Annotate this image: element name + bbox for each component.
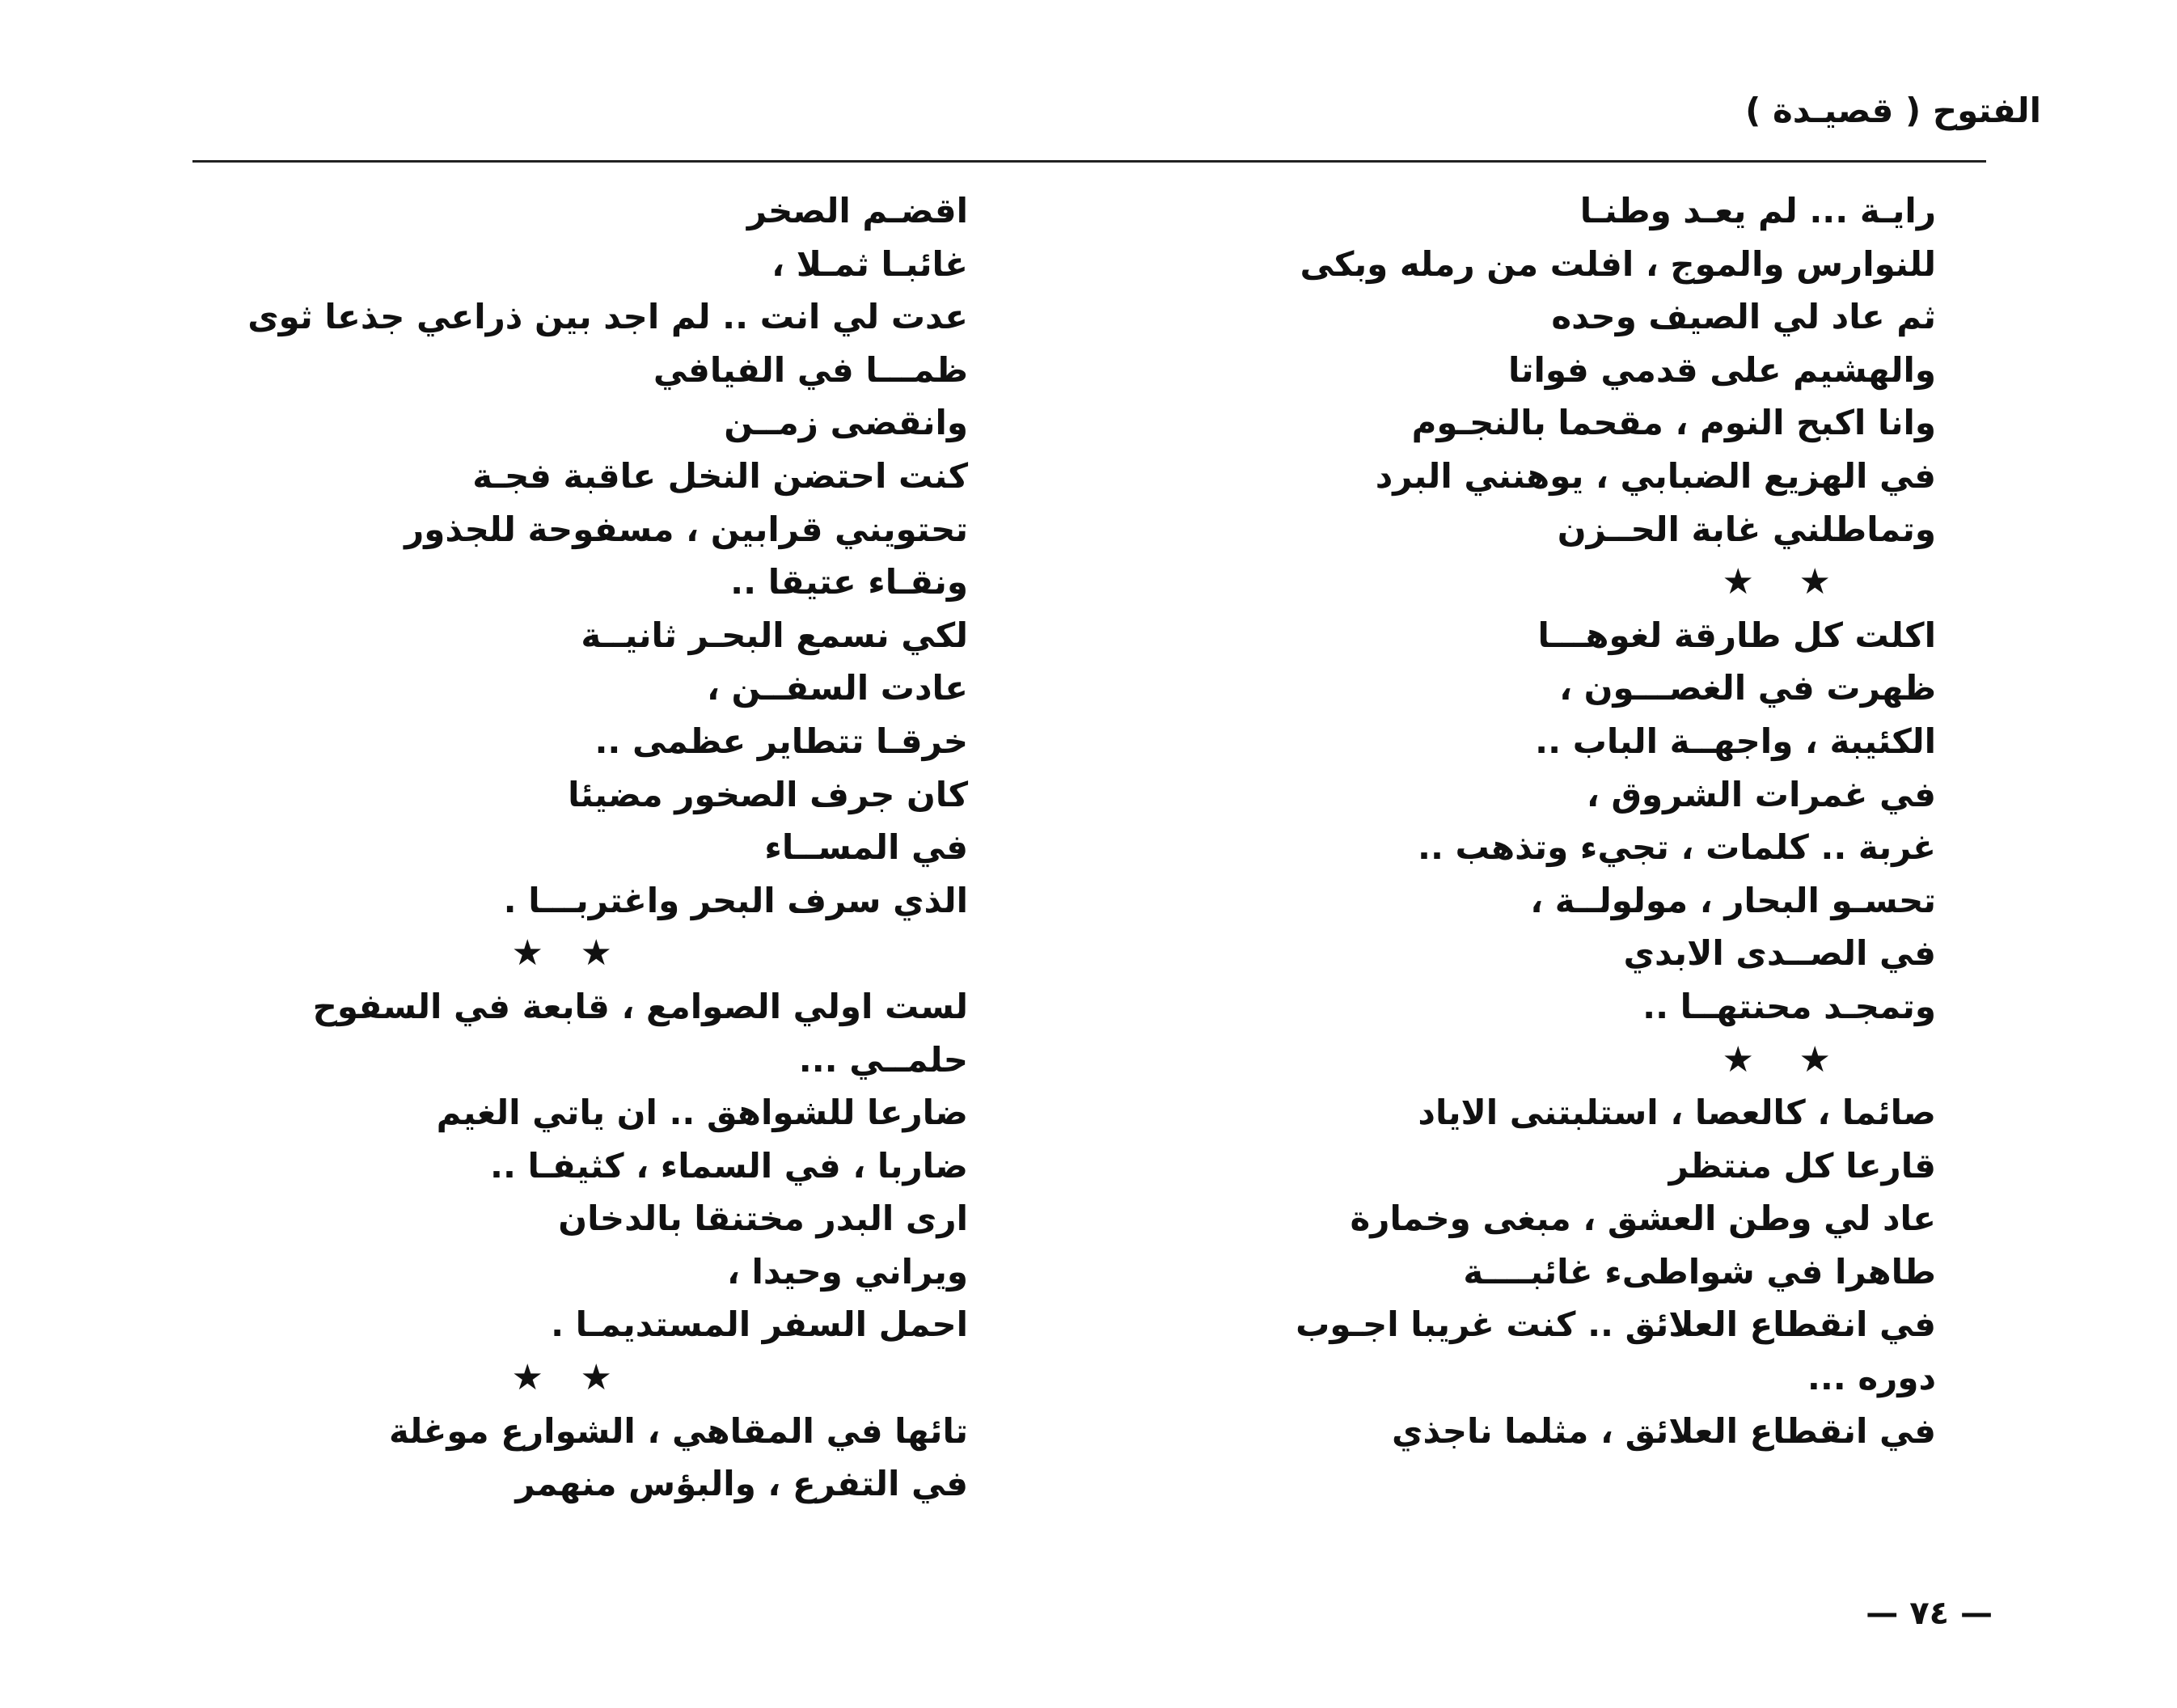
stanza-separator: [1046, 1034, 1936, 1087]
verse-line: تائها في المقاهي ، الشوارع موغلة: [389, 1410, 968, 1451]
verse-line: للنوارس والموج ، افلت من رمله وبكى: [1300, 243, 1936, 284]
star-icon: ★: [511, 1357, 543, 1399]
verse-line: وتمجـد محنتهــا ..: [1642, 986, 1936, 1026]
verse-line: وتماطلني غابة الحــزن: [1557, 509, 1936, 549]
verse-line: قارعا كل منتظر: [1668, 1145, 1936, 1186]
verse-line: اكلت كل طارقة لغوهـــا: [1537, 615, 1936, 655]
poem-column-right: [1046, 184, 1936, 1457]
verse-line: تحسـو البحار ، مولولــة ،: [1530, 880, 1936, 920]
verse-line: كان جرف الصخور مضيئا: [568, 774, 968, 814]
verse-line: ظمـــا في الفيافي: [653, 349, 968, 390]
verse-line: في انقطاع العلائق .. كنت غريبا اجـوب: [1296, 1304, 1936, 1345]
verse-line: في انقطاع العلائق ، مثلما ناجذي: [1391, 1410, 1936, 1451]
stanza-separator: [0, 1351, 968, 1405]
verse-line: احمل السفر المستديمـا .: [551, 1304, 968, 1345]
page-number: — ٧٤ —: [1866, 1595, 1993, 1632]
star-icon: ★: [511, 932, 543, 974]
verse-line: ظهرت في الغصـــون ،: [1559, 668, 1936, 708]
verse-line: الذي سرف البحر واغتربـــا .: [503, 880, 968, 920]
verse-line: عدت لي انت .. لم اجد بين ذراعي جذعا ثوى: [247, 297, 968, 337]
verse-line: وانا اكبح النوم ، مقحما بالنجـوم: [1411, 403, 1936, 443]
verse-line: ويراني وحيدا ،: [726, 1251, 968, 1292]
star-icon: ★: [1722, 1038, 1754, 1080]
stanza-separator: [1046, 556, 1936, 609]
verse-line: صائما ، كالعصا ، استلبتنى الاياد: [1418, 1093, 1936, 1133]
verse-line: في غمرات الشروق ،: [1586, 774, 1936, 814]
star-icon: ★: [580, 1357, 612, 1399]
verse-line: عادت السفــن ،: [706, 668, 968, 708]
verse-line: والهشيم على قدمي فواتا: [1507, 349, 1936, 390]
verse-line: ضاربا ، في السماء ، كثيفـا ..: [490, 1145, 968, 1186]
verse-line: دوره ...: [1807, 1358, 1936, 1398]
verse-line: تحتويني قرابين ، مسفوحة للجذور: [404, 509, 968, 549]
verse-line: في الهزيع الضبابي ، يوهنني البرد: [1375, 455, 1936, 496]
verse-line: حلمــي ...: [798, 1039, 968, 1080]
verse-line: في التفرع ، والبؤس منهمر: [515, 1464, 968, 1504]
star-icon: ★: [580, 932, 612, 974]
star-icon: ★: [1722, 561, 1754, 603]
verse-line: في الصــدى الابدي: [1623, 933, 1936, 974]
verse-line: في المســاء: [764, 827, 968, 868]
verse-line: لكي نسمع البحـر ثانيــة: [581, 615, 968, 655]
verse-line: خرقـا تتطاير عظمى ..: [594, 721, 968, 761]
header-rule: [192, 160, 1986, 163]
page-header: الفتوح ( قصيـدة ): [1745, 91, 2041, 130]
verse-line: ونقـاء عتيقا ..: [730, 562, 968, 602]
verse-line: الكئيبة ، واجهــة الباب ..: [1535, 721, 1936, 761]
star-icon: ★: [1799, 1038, 1831, 1080]
verse-line: لست اولي الصوامع ، قابعة في السفوح: [312, 986, 968, 1026]
verse-line: رايـة ... لم يعـد وطنـا: [1579, 191, 1936, 230]
verse-line: ثم عاد لي الصيف وحده: [1551, 297, 1936, 337]
verse-line: غربة .. كلمات ، تجيء وتذهب ..: [1418, 827, 1936, 868]
verse-line: اقضـم الصخر: [746, 191, 968, 230]
stanza-separator: [0, 927, 968, 980]
verse-line: غائبـا ثمـلا ،: [771, 243, 968, 284]
verse-line: عاد لي وطن العشق ، مبغى وخمارة: [1350, 1199, 1936, 1239]
verse-line: طاهرا في شواطىء غائبــــة: [1463, 1251, 1936, 1292]
verse-line: ضارعا للشواهق .. ان ياتي الغيم: [436, 1093, 968, 1133]
verse-line: وانقضى زمــن: [724, 403, 968, 443]
poem-column-left: [0, 184, 968, 1511]
verse-line: كنت احتضن النخل عاقبة فجـة: [472, 455, 968, 496]
verse-line: ارى البدر مختنقا بالدخان: [558, 1199, 968, 1239]
star-icon: ★: [1799, 561, 1831, 603]
